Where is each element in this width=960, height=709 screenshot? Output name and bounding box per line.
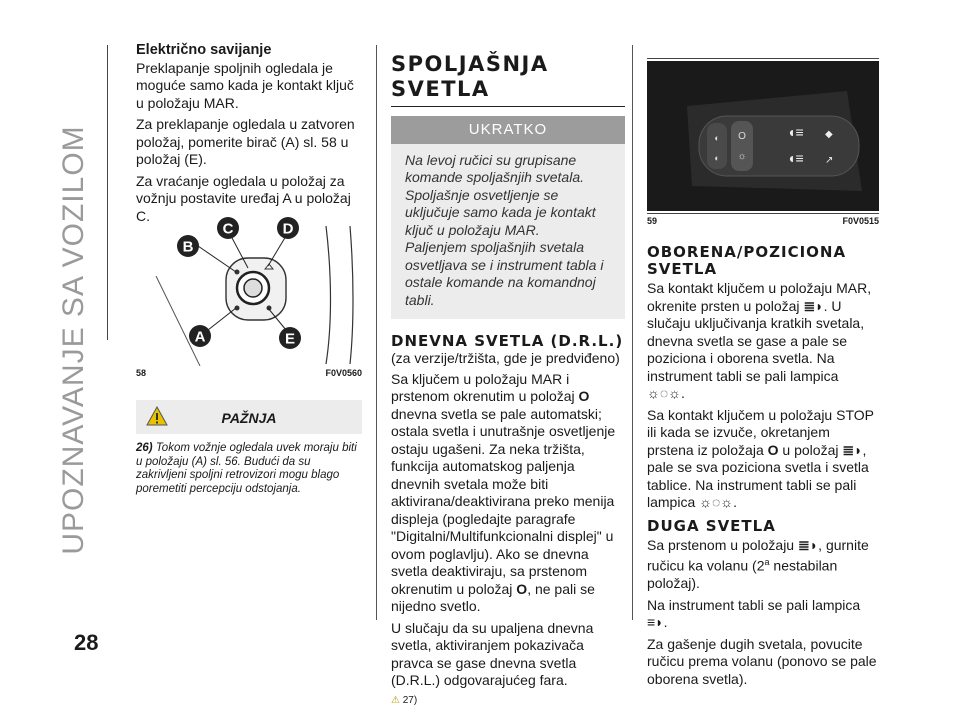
high-beam-paragraph: Sa prstenom u položaju ≣◗, gurnite ručicu ka volanu (2$^a$ nestabilan položaj). <box>647 537 879 593</box>
high-beam-icon: ≡◗ <box>647 614 664 630</box>
chapter-title-text: UPOZNAVANJE SA VOZILOM <box>57 125 91 554</box>
summary-line: Paljenjem spoljašnjih svetala osvetljava se i instrument tabla i ostale komande na komandnoj tabli. <box>405 239 611 309</box>
figure-code: F0V0515 <box>842 216 879 226</box>
section-heading: SPOLJAŠNJA SVETLA <box>391 52 625 102</box>
drl-paragraph-2: U slučaju da su upaljena dnevna svetla, aktiviranjem pokazivača pravca se gase dnevna svetla (D.R.L.) odgovarajućeg fara. <box>391 620 625 690</box>
paragraph: Za vraćanje ogledala u položaj za vožnju postavite uređaj A u položaj C. <box>136 173 362 226</box>
o-symbol-icon: O <box>579 388 590 404</box>
warning-header <box>136 400 362 434</box>
paragraph: Za preklapanje ogledala u zatvoren položaj, pomerite birač (A) sl. 58 u položaj (E). <box>136 116 362 169</box>
warning-reference: ⚠ 27) <box>391 692 625 709</box>
figure-59 <box>647 58 879 214</box>
warning-icon <box>146 406 168 426</box>
drl-paragraph: Sa ključem u položaju MAR i prstenom okrenutim u položaj O dnevna svetla se pale automatski; ostala svetla i unutrašnje osvetljenje ostaju ugašeni. Za neka tržišta, funkcija automatskog paljenja dnevnih svetala može biti aktivirana/deaktivirana preko menija displeja (pogledajte paragrafe "Digitalni/Multifunkcionalni displej" u ovom poglavlju). Ako se dnevna svetla deaktiviraju, sa prstenom okrenutim u položaj O, ne pali se nijedno svetlo. <box>391 371 625 616</box>
svg-text:↗: ↗ <box>825 155 833 166</box>
column-1 <box>136 42 362 225</box>
warning-title: PAŽNJA <box>222 410 277 426</box>
svg-text:C: C <box>223 221 234 238</box>
label-e <box>279 327 301 349</box>
parking-paragraph: Sa kontakt ključem u položaju STOP ili kada se izvuče, okretanjem prstena iz položaja O u položaj ≣◗, pale se sva poziciona svetla i svetla tablice. Na instrument tabli se pali lampica ☼◌☼. <box>647 407 879 512</box>
figure-code: F0V0560 <box>325 368 362 378</box>
low-beam-heading: OBORENA/POZICIONA SVETLA <box>647 244 879 278</box>
label-c <box>217 217 239 239</box>
svg-text:D: D <box>283 221 294 238</box>
low-beam-icon: ≣◗ <box>842 442 862 458</box>
figure-58 <box>136 216 362 384</box>
high-beam-lamp-paragraph: Na instrument tabli se pali lampica ≡◗. <box>647 597 879 632</box>
heading-underline <box>391 106 625 107</box>
column-3 <box>647 244 879 688</box>
warning-text: 26) Tokom vožnje ogledala uvek moraju biti u položaju (A) sl. 56. Budući da su zakrivljeni spoljni retrovizori mogu blago poremetiti percepciju odstojanja. <box>136 442 362 496</box>
drl-heading: DNEVNA SVETLA (D.R.L.) <box>391 333 625 350</box>
drl-note: (za verzije/tržišta, gde je predviđeno) <box>391 350 625 368</box>
subheading: Električno savijanje <box>136 42 362 60</box>
side-light-icon: ☼◌☼ <box>699 494 733 510</box>
o-symbol-icon: O <box>516 581 527 597</box>
o-symbol-icon: O <box>768 442 779 458</box>
low-beam-paragraph: Sa kontakt ključem u položaju MAR, okrenite prsten u položaj ≣◗. U slučaju uključivanja kratkih svetala, dnevna svetla se gase a pale se poziciona i oborena svetla. Na instrument tabli se pali lampica ☼◌☼. <box>647 280 879 403</box>
label-d <box>277 217 299 239</box>
label-b <box>177 235 199 257</box>
summary-box <box>391 116 625 319</box>
column-divider-2 <box>632 45 633 620</box>
summary-body <box>391 144 625 320</box>
high-beam-off-paragraph: Za gašenje dugih svetala, povucite ručicu prema volanu (ponovo se pale oborena svetla). <box>647 636 879 689</box>
svg-text:◐: ◐ <box>714 153 719 163</box>
svg-text:E: E <box>285 331 295 348</box>
low-beam-icon: ≣◗ <box>803 298 823 314</box>
page-number: 28 <box>74 630 98 656</box>
mirror-control-illustration <box>136 216 362 366</box>
column-2 <box>391 52 625 709</box>
svg-text:☼: ☼ <box>737 151 746 162</box>
svg-text:◐: ◐ <box>714 133 719 143</box>
warning-box <box>136 400 362 496</box>
high-beam-heading: DUGA SVETLA <box>647 518 879 535</box>
summary-line: Spoljašnje osvetljenje se uključuje samo kada je kontakt ključ u položaju MAR. <box>405 187 611 240</box>
svg-text:B: B <box>183 239 194 256</box>
sidebar-divider <box>107 45 108 340</box>
svg-text:◆: ◆ <box>825 129 833 140</box>
low-beam-icon: ≣◗ <box>798 537 818 553</box>
svg-text:◖≡: ◖≡ <box>787 124 804 140</box>
warning-small-icon: ⚠ <box>391 695 400 706</box>
column-divider-1 <box>376 45 377 620</box>
label-a <box>189 325 211 347</box>
light-switch-illustration <box>647 61 879 211</box>
paragraph: Preklapanje spoljnih ogledala je moguće samo kada je kontakt ključ u položaju MAR. <box>136 60 362 113</box>
summary-title: UKRATKO <box>391 116 625 144</box>
side-light-icon: ☼◌☼ <box>647 385 681 401</box>
figure-number: 58 <box>136 368 146 378</box>
svg-text:O: O <box>738 131 746 142</box>
svg-text:◖≡: ◖≡ <box>787 150 804 166</box>
summary-line: Na levoj ručici su grupisane komande spoljašnjih svetala. <box>405 152 611 187</box>
figure-top-rule <box>647 58 879 59</box>
figure-number: 59 <box>647 216 657 226</box>
svg-text:A: A <box>195 329 206 346</box>
